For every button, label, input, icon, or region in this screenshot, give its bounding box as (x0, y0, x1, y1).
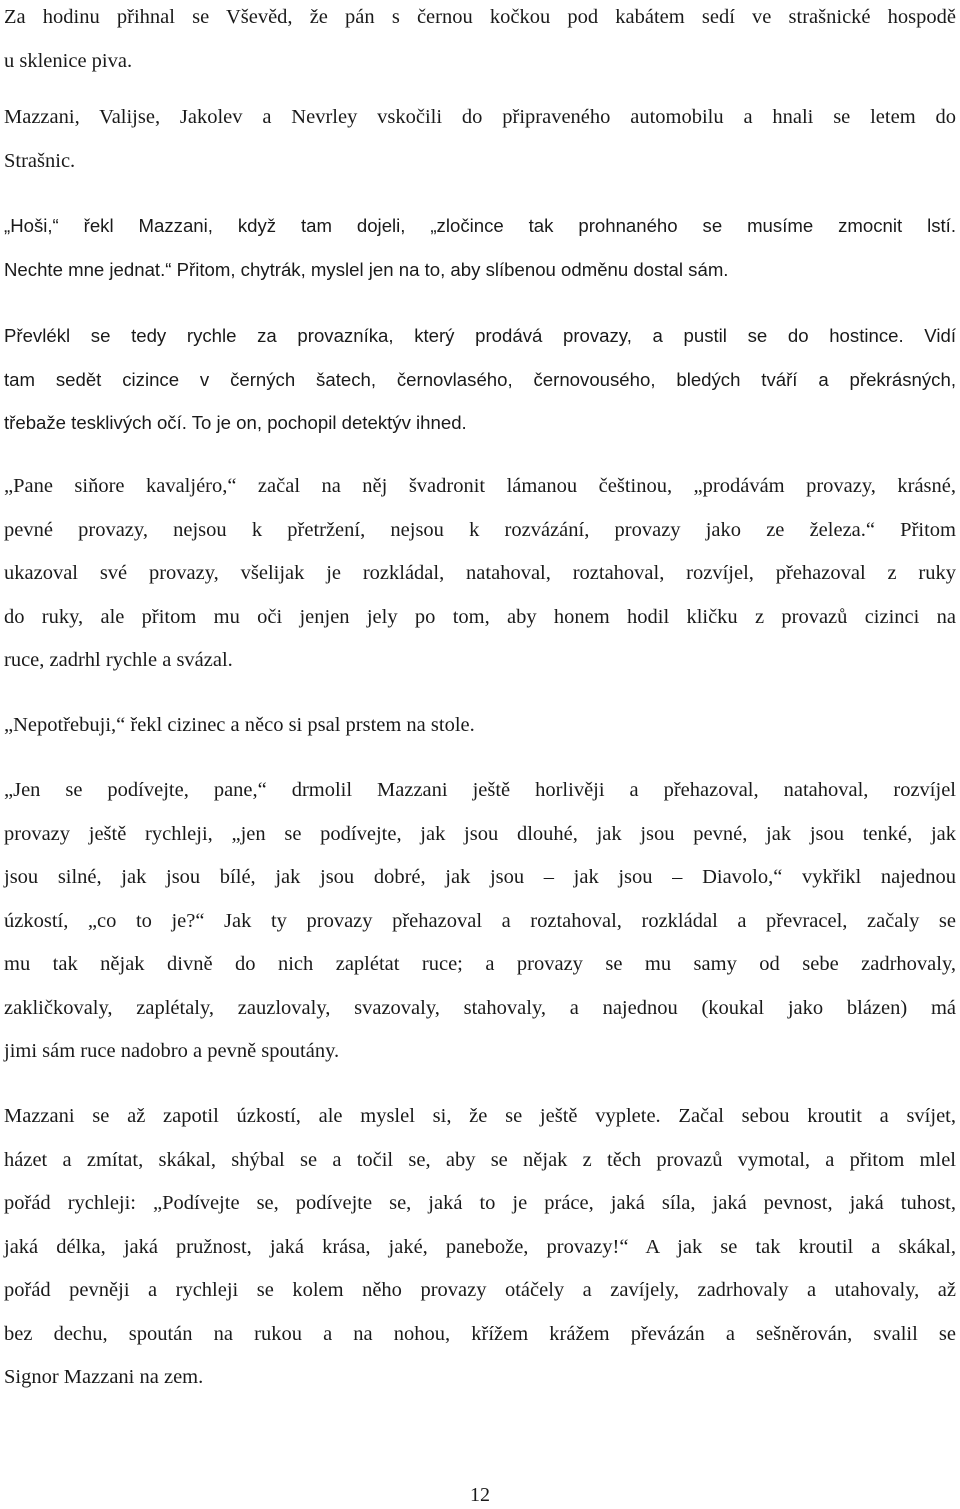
paragraph-line: pořád rychleji: „Podívejte se, podívejte se, jaká to je práce, jaká síla, jaká pevnost, jaká tuhost, (4, 1192, 956, 1214)
paragraph-7 (4, 769, 956, 1074)
paragraph-line: pevné provazy, nejsou k přetržení, nejsou k rozvázání, provazy jako ze železa.“ Přitom (4, 518, 956, 541)
paragraph-line: Strašnic. (4, 149, 76, 172)
paragraph-5 (4, 465, 956, 683)
paragraph-line: „Pane siňore kavaljéro,“ začal na něj švadronit lámanou češtinou, „prodávám provazy, krásné, (4, 475, 956, 497)
paragraph-line: jsou silné, jak jsou bílé, jak jsou dobré, jak jsou – jak jsou – Diavolo,“ vykřikl najednou (4, 866, 956, 888)
paragraph-line: tam sedět cizince v černých šatech, černovlasého, černovousého, bledých tváří a překrásných, (4, 368, 956, 390)
paragraph-6 (4, 704, 956, 748)
paragraph-line: Za hodinu přihnal se Vševěd, že pán s černou kočkou pod kabátem sedí ve strašnické hospodě (4, 6, 956, 28)
paragraph-line: do ruky, ale přitom mu oči jenjen jely po tom, aby honem hodil kličku z provazů cizinci na (4, 605, 956, 628)
paragraph-line: Nechte mne jednat.“ Přitom, chytrák, myslel jen na to, aby slíbenou odměnu dostal sám. (4, 258, 729, 280)
paragraph-line: třebaže tesklivých očí. To je on, pochopil detektýv ihned. (4, 412, 467, 433)
paragraph-line: jaká délka, jaká pružnost, jaká krása, jaké, panebože, provazy!“ A jak se tak kroutil a skákal, (4, 1235, 956, 1258)
paragraph-line: zakličkovaly, zaplétaly, zauzlovaly, svazovaly, stahovaly, a najednou (koukal jako blázen) má (4, 996, 956, 1019)
paragraph-line: házet a zmítat, skákal, shýbal se a točil se, aby se nějak z těch provazů vymotal, a přitom mlel (4, 1148, 956, 1171)
paragraph-8 (4, 1095, 956, 1400)
paragraph-line: u sklenice piva. (4, 49, 133, 72)
paragraph-line: jimi sám ruce nadobro a pevně spoutány. (4, 1040, 340, 1062)
paragraph-3 (4, 204, 956, 291)
paragraph-line: Signor Mazzani na zem. (4, 1366, 204, 1388)
paragraph-line: úzkostí, „co to je?“ Jak ty provazy přehazoval a roztahoval, rozkládal a převracel, začaly se (4, 909, 956, 932)
paragraph-line: „Hoši,“ řekl Mazzani, když tam dojeli, „zločince tak prohnaného se musíme zmocnit lstí. (4, 215, 956, 236)
paragraph-line: Mazzani, Valijse, Jakolev a Nevrley vskočili do připraveného automobilu a hnali se letem do (4, 106, 956, 128)
paragraph-line: Mazzani se až zapotil úzkostí, ale myslel si, že se ještě vyplete. Začal sebou kroutit a svíjet, (4, 1105, 956, 1127)
paragraph-line: Převlékl se tedy rychle za provazníka, který prodává provazy, a pustil se do hostince. Vidí (4, 325, 956, 346)
paragraph-line: pořád pevněji a rychleji se kolem něho provazy otáčely a zavíjely, zadrhovaly a utahovaly, až (4, 1279, 956, 1301)
paragraph-1 (4, 0, 956, 83)
paragraph-line: mu tak nějak divně do nich zaplétat ruce; a provazy se mu samy od sebe zadrhovaly, (4, 953, 956, 975)
paragraph-line: provazy ještě rychleji, „jen se podívejte, jak jsou dlouhé, jak jsou pevné, jak jsou tenké, jak (4, 822, 956, 845)
paragraph-4 (4, 314, 956, 445)
paragraph-line: bez dechu, spoután na rukou a na nohou, křížem krážem převázán a sešněrován, svalil se (4, 1322, 956, 1345)
paragraph-2 (4, 96, 956, 183)
page-number: 12 (470, 1484, 490, 1506)
paragraph-line: „Jen se podívejte, pane,“ drmolil Mazzani ještě horlivěji a přehazoval, natahoval, rozvíjel (4, 779, 956, 801)
paragraph-line: ruce, zadrhl rychle a svázal. (4, 649, 233, 671)
paragraph-line: ukazoval své provazy, všelijak je rozkládal, natahoval, roztahoval, rozvíjel, přehazoval z ruky (4, 562, 956, 584)
paragraph-line: „Nepotřebuji,“ řekl cizinec a něco si psal prstem na stole. (4, 714, 475, 736)
